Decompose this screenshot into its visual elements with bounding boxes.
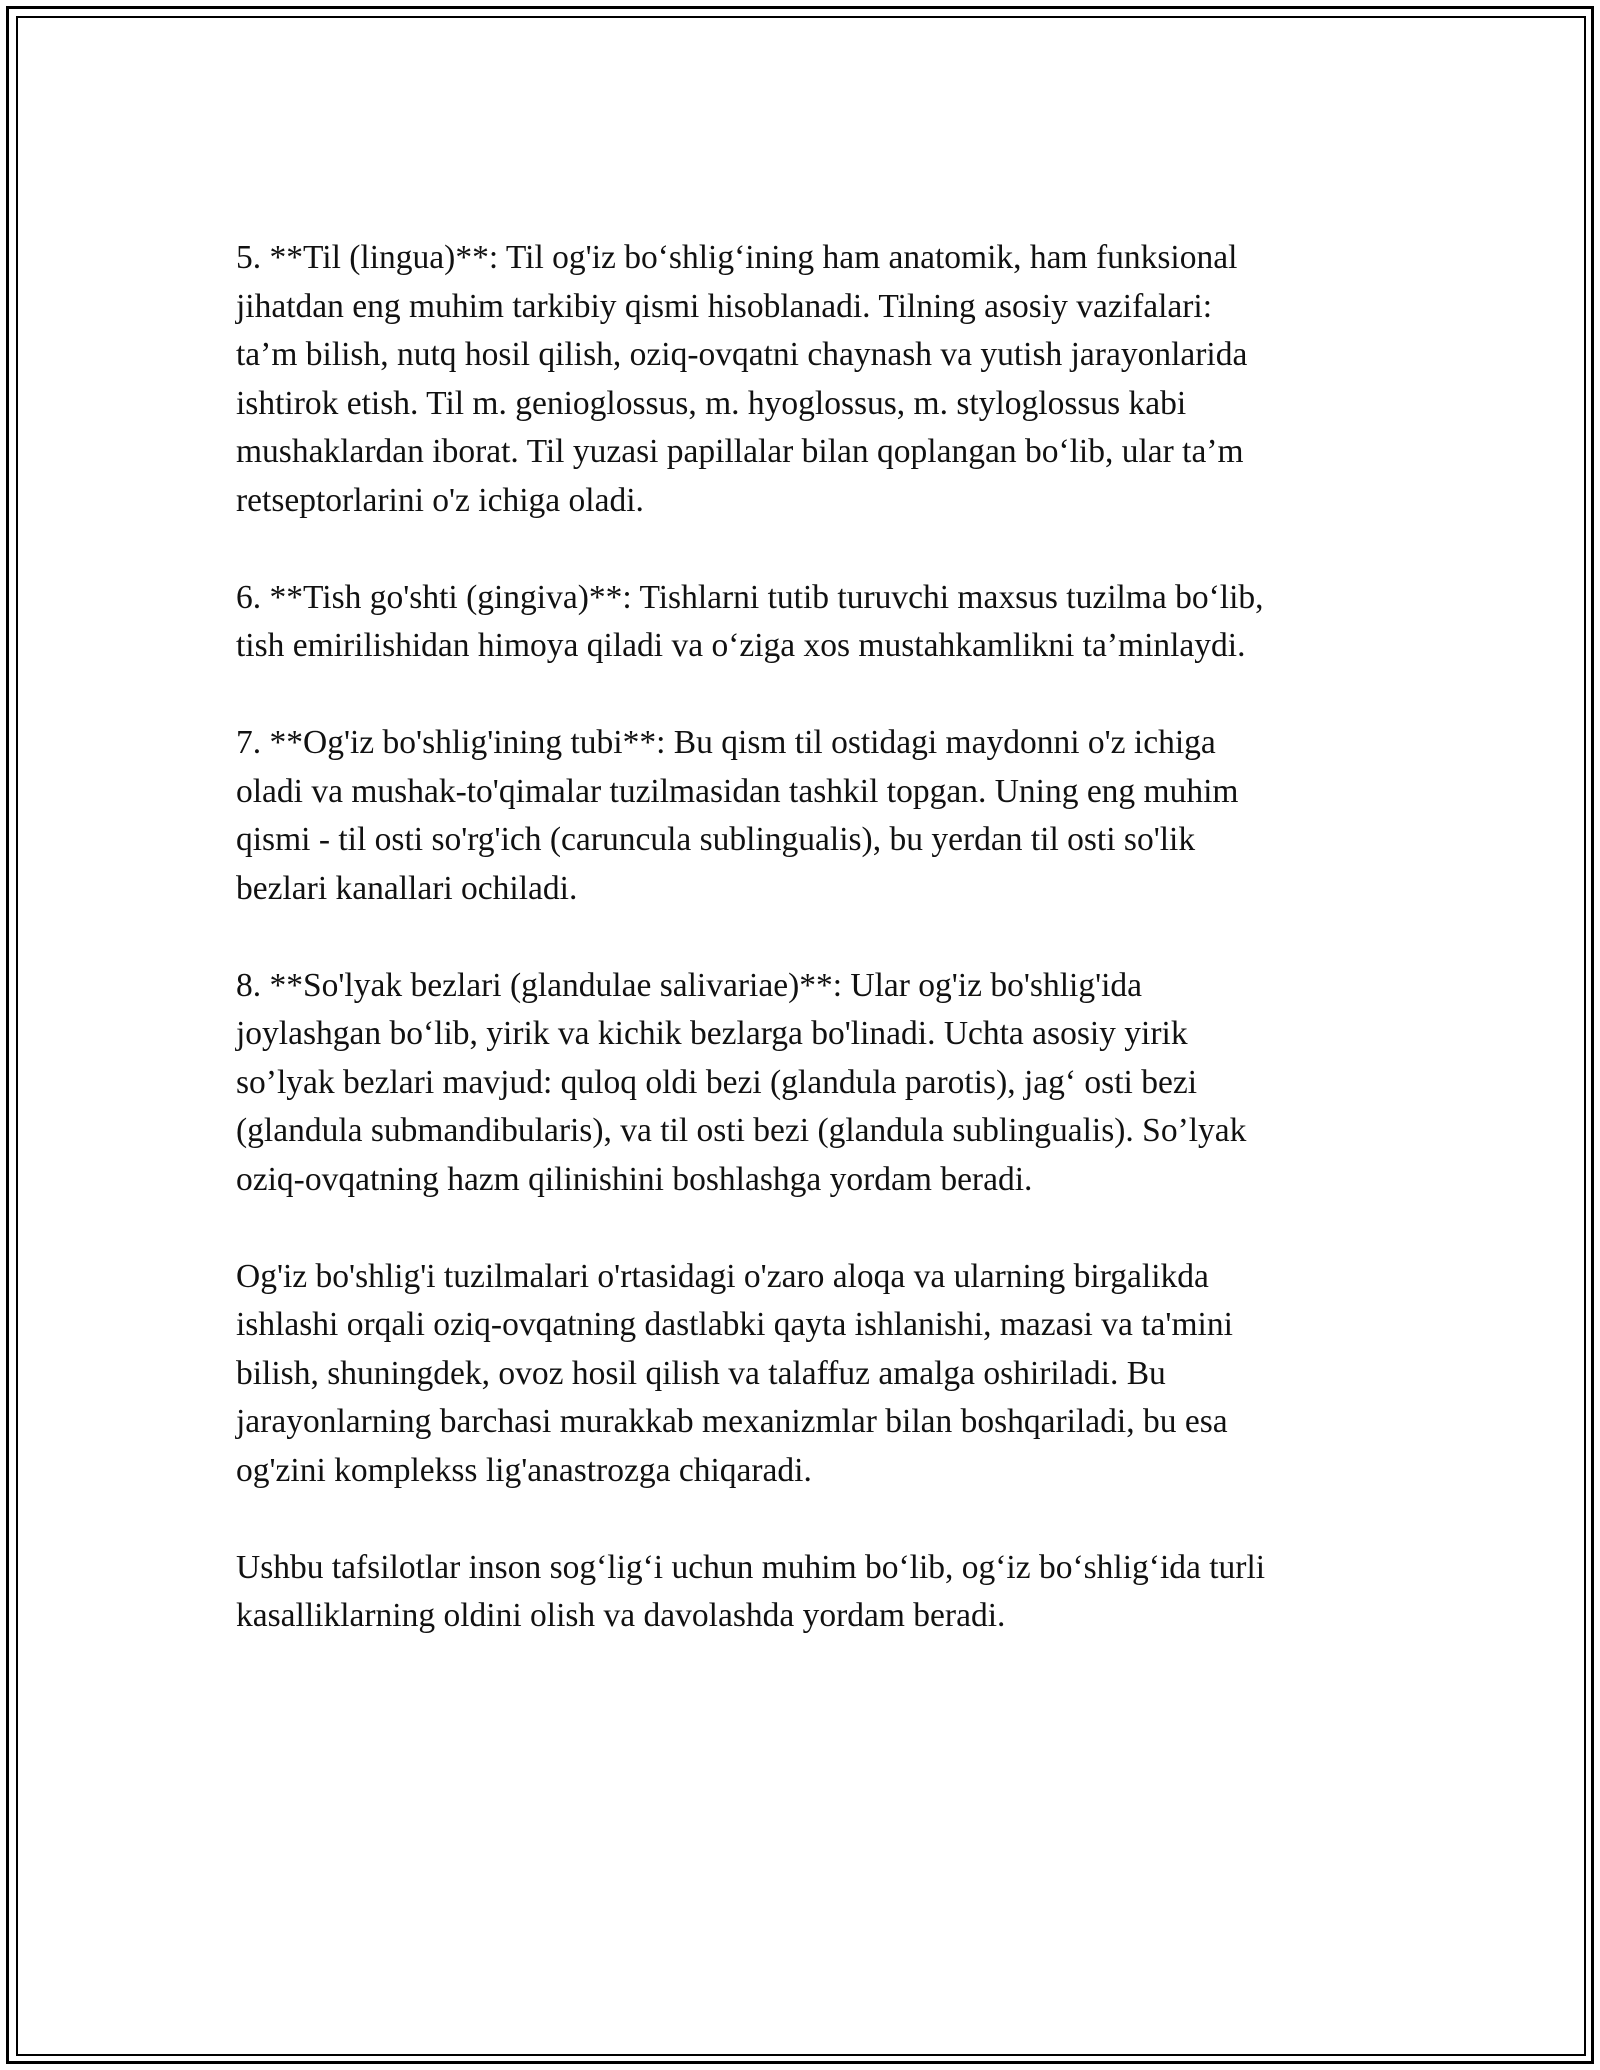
document-body — [236, 234, 1366, 1641]
paragraph-solyak-bezlari: 8. **So'lyak bezlari (glandulae salivariae)**: Ular og'iz bo'shlig'ida joylashgan bo‘lib, yirik va kichik bezlarga bo'linadi. Uchta asosiy yirik so’lyak bezlari mavjud: quloq oldi bezi (glandula parotis), jag‘ osti bezi (glandula submandibularis), va til osti bezi (glandula sublingualis). So’lyak oziq-ovqatning hazm qilinishini boshlashga yordam beradi. — [236, 966, 1247, 1198]
paragraph-til: 5. **Til (lingua)**: Til og'iz bo‘shlig‘ining ham anatomik, ham funksional jihatdan eng muhim tarkibiy qismi hisoblanadi. Tilning asosiy vazifalari: ta’m bilish, nutq hosil qilish, oziq-ovqatni chaynash va yutish jarayonlarida ishtirok etish. Til m. genioglossus, m. hyoglossus, m. styloglossus kabi mushaklardan iborat. Til yuzasi papillalar bilan qoplangan bo‘lib, ular ta’m retseptorlarini o'z ichiga oladi. — [236, 239, 1248, 519]
paragraph-tuzilmalar-aloqasi: Og'iz bo'shlig'i tuzilmalari o'rtasidagi o'zaro aloqa va ularning birgalikda ishlashi orqali oziq-ovqatning dastlabki qayta ishlanishi, mazasi va ta'mini bilish, shuningdek, ovoz hosil qilish va talaffuz amalga oshiriladi. Bu jarayonlarning barchasi murakkab mexanizmlar bilan boshqariladi, bu esa og'zini komplekss lig'anastrozga chiqaradi. — [236, 1257, 1233, 1489]
paragraph-xulosa: Ushbu tafsilotlar inson sog‘lig‘i uchun muhim bo‘lib, og‘iz bo‘shlig‘ida turli kasalliklarning oldini olish va davolashda yordam beradi. — [236, 1548, 1266, 1634]
paragraph-ogiz-tubi: 7. **Og'iz bo'shlig'ining tubi**: Bu qism til ostidagi maydonni o'z ichiga oladi va mushak-to'qimalar tuzilmasidan tashkil topgan. Uning eng muhim qismi - til osti so'rg'ich (caruncula sublingualis), bu yerdan til osti so'lik bezlari kanallari ochiladi. — [236, 724, 1239, 907]
paragraph-tish-goshti: 6. **Tish go'shti (gingiva)**: Tishlarni tutib turuvchi maxsus tuzilma bo‘lib, tish emirilishidan himoya qiladi va o‘ziga xos mustahkamlikni ta’minlaydi. — [236, 578, 1264, 664]
